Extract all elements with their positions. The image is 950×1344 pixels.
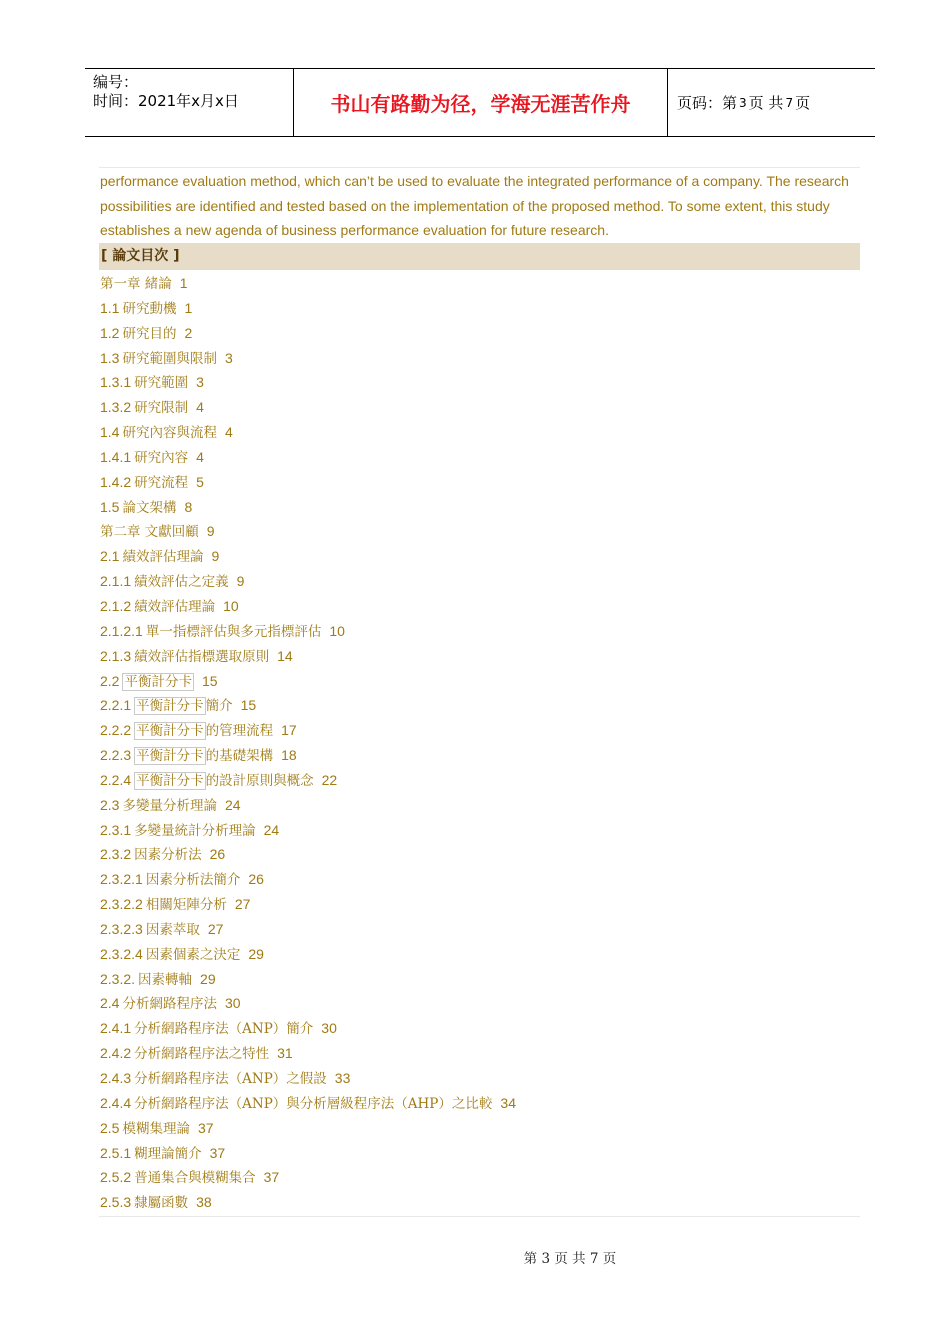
toc-entry-number: 2.3.2.	[100, 970, 136, 987]
toc-entry[interactable]	[100, 445, 860, 470]
toc-entry[interactable]	[100, 1190, 860, 1215]
toc-entry-number: 1.3	[100, 349, 120, 366]
toc-entry-title: 第二章 文獻回顧	[100, 524, 199, 541]
toc-entry[interactable]	[100, 669, 860, 694]
toc-entry-title: 第一章 緒論	[100, 276, 172, 292]
toc-entry-title: 因素分析法	[134, 847, 202, 864]
toc-entry-title: 分析網路程序法之特性	[134, 1046, 270, 1063]
toc-entry[interactable]	[100, 917, 860, 942]
serial-label: 编号：	[93, 73, 139, 91]
toc-entry-page: 10	[329, 622, 345, 639]
toc-entry-title: 的管理流程	[205, 723, 274, 740]
toc-entry-page: 37	[197, 1119, 214, 1136]
toc-entry-title: 糊理論簡介	[134, 1145, 202, 1162]
toc-entry[interactable]	[100, 1066, 860, 1091]
toc-entry-title: 績效評估之定義	[134, 574, 229, 591]
toc-entry[interactable]	[100, 967, 860, 992]
toc-entry-page: 18	[281, 747, 297, 764]
toc-entry-title: 普通集合與模糊集合	[134, 1170, 256, 1187]
toc-entry[interactable]	[100, 420, 860, 445]
toc-entry-page: 26	[209, 846, 226, 863]
toc-entry-title: 研究流程	[134, 474, 189, 491]
top-divider	[99, 167, 860, 168]
section-title-bar: [ 論文目次 ]	[99, 243, 860, 270]
page-header	[85, 68, 875, 137]
toc-entry-number: 2.3.1	[100, 821, 132, 838]
toc-entry-number: 2.1.1	[100, 573, 132, 590]
toc-entry[interactable]	[100, 942, 860, 967]
toc-entry-page: 33	[334, 1070, 351, 1086]
toc-entry-title: 研究目的	[122, 325, 177, 342]
toc-entry-number: 1.4.2	[100, 473, 132, 490]
header-meta	[85, 69, 293, 136]
time-label: 时间：2021年x月x日	[93, 92, 239, 110]
toc-entry-page: 29	[200, 970, 216, 987]
toc-entry-number: 2.2	[100, 672, 120, 689]
toc-entry-title: 因素個素之決定	[145, 946, 241, 963]
toc-entry-page: 38	[196, 1194, 212, 1211]
toc-entry-title: 研究內容	[134, 449, 189, 466]
toc-entry-number: 2.3.2.2	[100, 896, 143, 913]
toc-entry-highlight-term: 平衡計分卡	[136, 748, 204, 765]
toc-entry[interactable]	[100, 1091, 860, 1116]
toc-entry[interactable]	[100, 370, 860, 395]
toc-entry-page: 15	[240, 697, 257, 714]
page-total: 7	[785, 95, 794, 110]
toc-entry[interactable]	[100, 619, 860, 644]
toc-entry[interactable]	[100, 768, 860, 793]
toc-entry-page: 37	[263, 1169, 280, 1186]
toc-entry-title: 分析網路程序法（ANP）之假設	[134, 1071, 327, 1087]
toc-entry-number: 1.5	[100, 498, 120, 515]
toc-entry[interactable]	[100, 519, 860, 544]
toc-entry-page: 15	[201, 672, 218, 689]
toc-entry-page: 1	[179, 275, 188, 291]
page-footer: 第 3 页 共 7 页	[523, 1251, 617, 1267]
toc-entry-number: 2.5.3	[100, 1194, 132, 1211]
header-page-info	[668, 69, 875, 136]
toc-entry-number: 2.5.1	[100, 1144, 132, 1161]
toc-entry-title: 研究動機	[122, 300, 177, 317]
page-mid: 页 共	[748, 94, 784, 112]
toc-entry-page: 24	[224, 796, 241, 813]
toc-entry-number: 2.4.3	[100, 1070, 132, 1086]
toc-entry-page: 34	[500, 1094, 516, 1111]
toc-entry-title: 論文架構	[122, 499, 177, 516]
toc-entry-page: 14	[277, 647, 293, 664]
toc-entry[interactable]	[100, 395, 860, 420]
toc-entry-number: 1.2	[100, 324, 120, 341]
toc-entry-title: 分析網路程序法（ANP）簡介	[134, 1021, 314, 1038]
toc-entry[interactable]	[100, 1141, 860, 1166]
toc-entry-title: 簡介	[205, 698, 233, 715]
toc-entry-number: 1.4.1	[100, 448, 132, 465]
toc-entry-number: 2.4	[100, 995, 120, 1012]
bottom-divider	[99, 1216, 860, 1217]
table-of-contents	[100, 271, 860, 1215]
toc-entry-title: 多變量分析理論	[122, 797, 217, 814]
toc-entry-page: 37	[209, 1144, 226, 1161]
toc-entry-title: 分析網路程序法（ANP）與分析層級程序法（AHP）之比較	[134, 1095, 493, 1112]
toc-entry-page: 27	[234, 896, 251, 913]
toc-entry[interactable]	[100, 271, 860, 296]
toc-entry[interactable]	[100, 346, 860, 371]
toc-entry-number: 2.3.2.1	[100, 871, 143, 888]
toc-entry-number: 2.2.4	[100, 771, 132, 788]
toc-entry-number: 2.4.2	[100, 1045, 132, 1062]
toc-entry-number: 2.3.2.4	[100, 945, 143, 962]
toc-entry-page: 24	[263, 821, 280, 838]
toc-entry-title: 單一指標評估與多元指標評估	[145, 623, 322, 640]
toc-entry-number: 1.3.2	[100, 399, 132, 416]
toc-entry[interactable]	[100, 793, 860, 818]
toc-entry-page: 4	[196, 448, 204, 465]
toc-entry-page: 31	[277, 1045, 293, 1062]
toc-entry-number: 2.2.2	[100, 722, 132, 739]
toc-entry[interactable]	[100, 644, 860, 669]
toc-entry[interactable]	[100, 495, 860, 520]
toc-entry-page: 9	[211, 548, 220, 565]
toc-entry[interactable]	[100, 321, 860, 346]
toc-entry[interactable]	[100, 1041, 860, 1066]
toc-entry-title: 績效評估理論	[122, 549, 204, 566]
toc-entry-title: 因素轉軸	[138, 971, 193, 988]
toc-entry-number: 2.3.2.3	[100, 920, 143, 937]
toc-entry-title: 研究內容與流程	[122, 425, 217, 442]
toc-entry-page: 2	[184, 324, 193, 341]
toc-entry-page: 17	[281, 722, 297, 739]
toc-entry-page: 27	[207, 920, 224, 937]
toc-entry[interactable]	[100, 718, 860, 743]
toc-entry-title: 研究限制	[134, 400, 189, 417]
toc-entry-number: 2.4.1	[100, 1020, 132, 1037]
toc-entry-title: 研究範圍與限制	[122, 350, 217, 367]
toc-entry-highlight-term: 平衡計分卡	[136, 772, 204, 789]
toc-entry-title: 的基礎架構	[205, 748, 274, 765]
page-prefix: 页码：第	[677, 94, 738, 112]
toc-entry-number: 2.5	[100, 1119, 120, 1136]
toc-entry-highlight-term: 平衡計分卡	[124, 673, 192, 690]
toc-entry-number: 2.2.3	[100, 747, 132, 764]
toc-entry-number: 2.1	[100, 548, 120, 565]
toc-entry-number: 1.4	[100, 424, 120, 441]
toc-entry-number: 2.3	[100, 796, 120, 813]
toc-entry-number: 2.2.1	[100, 697, 132, 714]
toc-entry-title: 多變量統計分析理論	[134, 822, 256, 839]
toc-entry[interactable]	[100, 842, 860, 867]
toc-entry-page: 26	[248, 871, 264, 888]
toc-entry-page: 3	[224, 349, 233, 366]
toc-entry-page: 5	[196, 473, 204, 490]
toc-entry-title: 分析網路程序法	[122, 996, 217, 1013]
toc-entry-page: 9	[206, 523, 215, 540]
abstract-paragraph: performance evaluation method, which can’t be used to evaluate the integrated performance of a company. The research possibilities are identified and tested based on the implementation of the proposed method. To some extent, this study establishes a new agenda of business performance evaluation for future research.	[100, 173, 849, 239]
toc-entry[interactable]	[100, 867, 860, 892]
toc-entry-title: 研究範圍	[134, 375, 189, 392]
toc-entry-title: 因素萃取	[145, 921, 200, 938]
toc-entry-page: 30	[321, 1020, 337, 1037]
toc-entry[interactable]	[100, 544, 860, 569]
toc-entry-page: 3	[196, 374, 204, 391]
toc-entry-page: 8	[184, 498, 193, 515]
toc-entry-title: 績效評估理論	[134, 598, 216, 615]
toc-entry[interactable]	[100, 991, 860, 1016]
toc-entry-title: 的設計原則與概念	[205, 772, 314, 789]
toc-entry[interactable]	[100, 892, 860, 917]
toc-entry-page: 4	[196, 399, 204, 416]
toc-entry-highlight-term: 平衡計分卡	[136, 723, 204, 740]
toc-entry-number: 2.1.2.1	[100, 622, 143, 639]
toc-entry[interactable]	[100, 1016, 860, 1041]
toc-entry[interactable]	[100, 743, 860, 768]
toc-entry-highlight-term: 平衡計分卡	[136, 698, 204, 715]
toc-entry[interactable]	[100, 818, 860, 843]
page-number: 3	[739, 95, 747, 110]
toc-entry-title: 隸屬函數	[134, 1195, 189, 1212]
toc-entry-number: 2.1.3	[100, 647, 132, 664]
toc-entry[interactable]	[100, 470, 860, 495]
toc-entry-page: 9	[236, 573, 245, 590]
toc-entry-number: 1.3.1	[100, 374, 132, 391]
toc-entry-number: 2.1.2	[100, 597, 132, 614]
header-motto: 书山有路勤为径，学海无涯苦作舟	[293, 69, 668, 136]
toc-entry[interactable]	[100, 594, 860, 619]
toc-entry-title: 相關矩陣分析	[145, 897, 227, 914]
toc-entry[interactable]	[100, 693, 860, 718]
toc-entry-page: 30	[224, 995, 241, 1012]
toc-entry-title: 模糊集理論	[122, 1120, 190, 1137]
toc-entry-title: 因素分析法簡介	[145, 872, 241, 889]
toc-entry-page: 29	[248, 945, 264, 962]
toc-entry-page: 1	[184, 299, 193, 316]
toc-entry-page: 10	[223, 597, 239, 614]
toc-entry-title: 績效評估指標選取原則	[134, 648, 270, 665]
toc-entry[interactable]	[100, 1165, 860, 1190]
toc-entry[interactable]	[100, 1116, 860, 1141]
toc-entry[interactable]	[100, 569, 860, 594]
toc-entry-number: 2.5.2	[100, 1169, 132, 1186]
toc-entry[interactable]	[100, 296, 860, 321]
toc-entry-page: 4	[224, 424, 233, 441]
toc-entry-page: 22	[321, 771, 338, 788]
toc-entry-number: 2.4.4	[100, 1094, 132, 1111]
toc-entry-number: 2.3.2	[100, 846, 132, 863]
page-suffix: 页	[795, 94, 811, 112]
toc-entry-number: 1.1	[100, 299, 120, 316]
